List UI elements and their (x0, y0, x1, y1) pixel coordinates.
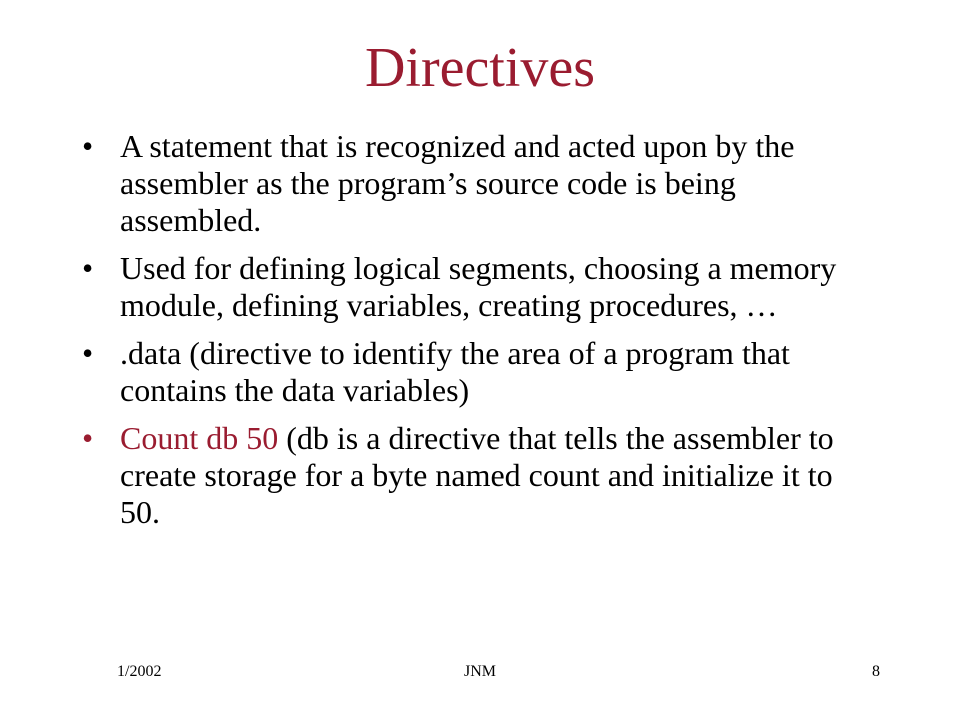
bullet-text: .data (directive to identify the area of a program that contains the data variables) (120, 335, 790, 408)
bullet-text: A statement that is recognized and acted upon by the assembler as the program’s source code is being assembled. (120, 128, 795, 238)
bullet-item (80, 128, 880, 239)
footer-page-number: 8 (872, 663, 880, 680)
bullet-dot-icon: • (82, 128, 94, 164)
bullet-list (80, 128, 880, 542)
footer-author: JNM (463, 663, 496, 680)
bullet-highlight-text: Count db 50 (120, 420, 279, 456)
bullet-dot-icon: • (82, 250, 94, 286)
bullet-dot-icon: • (82, 335, 94, 371)
bullet-dot-icon: • (82, 420, 94, 456)
bullet-item (80, 335, 880, 409)
bullet-text: Used for defining logical segments, choosing a memory module, defining variables, creating procedures, … (120, 250, 837, 323)
bullet-item (80, 420, 880, 531)
bullet-item (80, 250, 880, 324)
footer-date: 1/2002 (117, 663, 162, 680)
bullet-text: (db is a directive that tells the assembler to create storage for a byte named count and initialize it to 50. (120, 420, 834, 530)
slide-title: Directives (364, 37, 596, 99)
